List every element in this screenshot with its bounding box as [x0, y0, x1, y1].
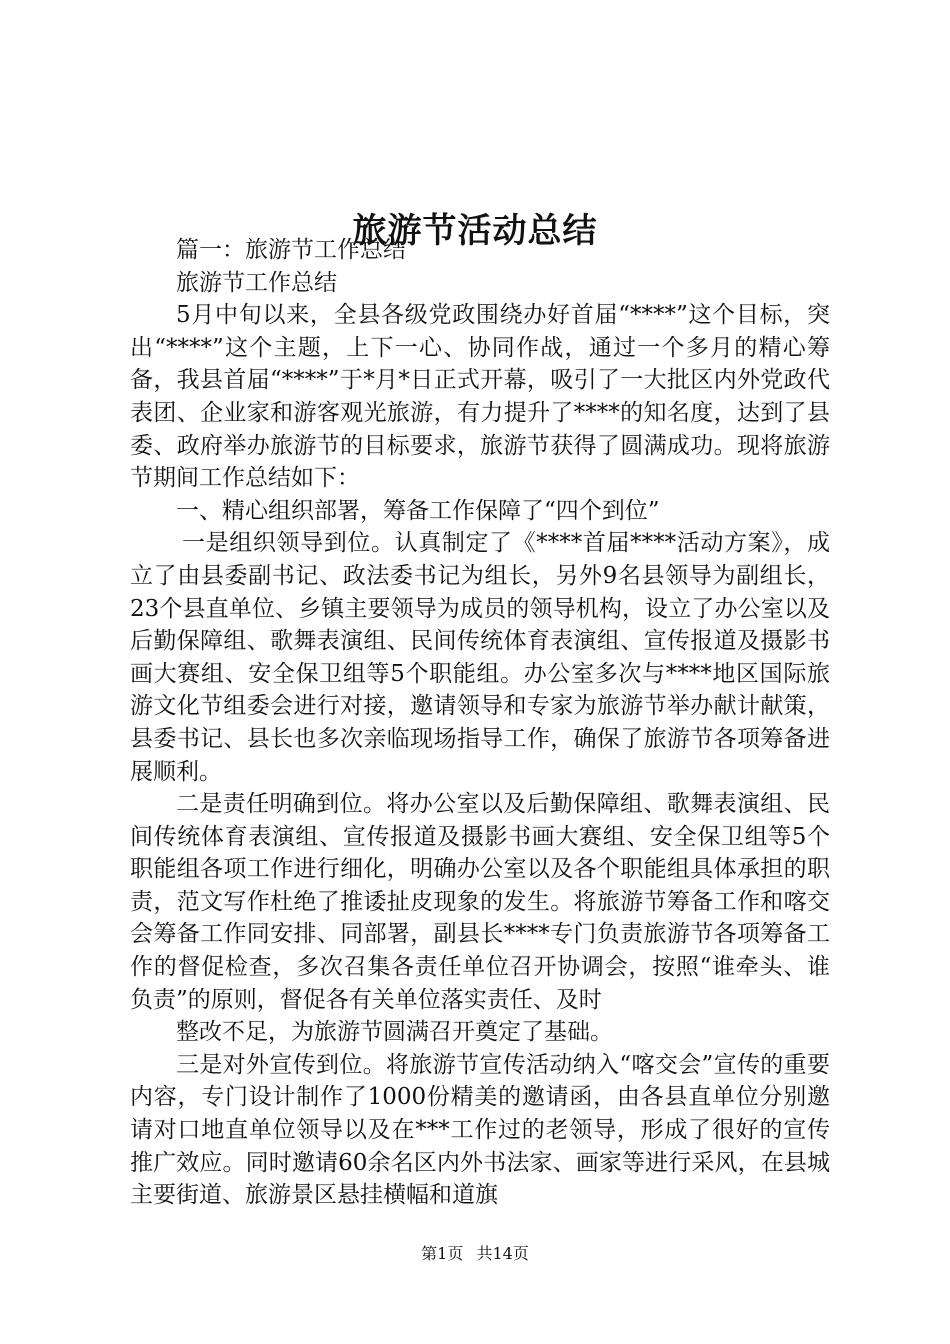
paragraph-point-three: 三是对外宣传到位。将旅游节宣传活动纳入“喀交会”宣传的重要内容，专门设计制作了1000份精美的邀请函，由各县直单位分别邀请对口地直单位领导以及在***工作过的老领导，形成了很好的宣传推广效应。同时邀请60余名区内外书法家、画家等进行采风，在县城主要街道、旅游景区悬挂横幅和道旗 [130, 1051, 830, 1209]
page-number: 第1页 [421, 1244, 464, 1263]
section-heading-one: 一、精心组织部署，筹备工作保障了“四个到位” [176, 497, 660, 524]
paragraph-point-one: 一是组织领导到位。认真制定了《****首届****活动方案》，成立了由县委副书记、政法委书记为组长，另外9名县领导为副组长，23个县直单位、乡镇主要领导为成员的领导机构，设立了办公室以及后勤保障组、歌舞表演组、民间传统体育表演组、宣传报道及摄影书画大赛组、安全保卫组等5个职能组。办公室多次与****地区国际旅游文化节组委会进行对接，邀请领导和专家为旅游节举办献计献策，县委书记、县长也多次亲临现场指导工作，确保了旅游节各项筹备进展顺利。 [130, 530, 830, 785]
page-title: 旅游节活动总结 [352, 210, 598, 251]
paragraph-continuation: 整改不足，为旅游节圆满召开奠定了基础。 [176, 1019, 613, 1046]
page-footer [0, 1243, 950, 1265]
section-heading: 篇一：旅游节工作总结 [176, 237, 406, 263]
document-body [130, 234, 830, 1212]
page-total: 共14页 [476, 1244, 529, 1263]
paragraph-intro: 5月中旬以来，全县各级党政围绕办好首届“****”这个目标，突出“****”这个主题，上下一心、协同作战，通过一个多月的精心筹备，我县首届“****”于*月*日正式开幕，吸引了一大批区内外党政代表团、企业家和游客观光旅游，有力提升了****的知名度，达到了县委、政府举办旅游节的目标要求，旅游节获得了圆满成功。现将旅游节期间工作总结如下： [130, 302, 830, 492]
paragraph-point-two: 二是责任明确到位。将办公室以及后勤保障组、歌舞表演组、民间传统体育表演组、宣传报道及摄影书画大赛组、安全保卫组等5个职能组各项工作进行细化，明确办公室以及各个职能组具体承担的职责，范文写作杜绝了推诿扯皮现象的发生。将旅游节筹备工作和喀交会筹备工作同安排、同部署，副县长****专门负责旅游节各项筹备工作的督促检查，多次召集各责任单位召开协调会，按照“谁牵头、谁负责”的原则，督促各有关单位落实责任、及时 [130, 791, 830, 1013]
subtitle: 旅游节工作总结 [176, 269, 337, 296]
